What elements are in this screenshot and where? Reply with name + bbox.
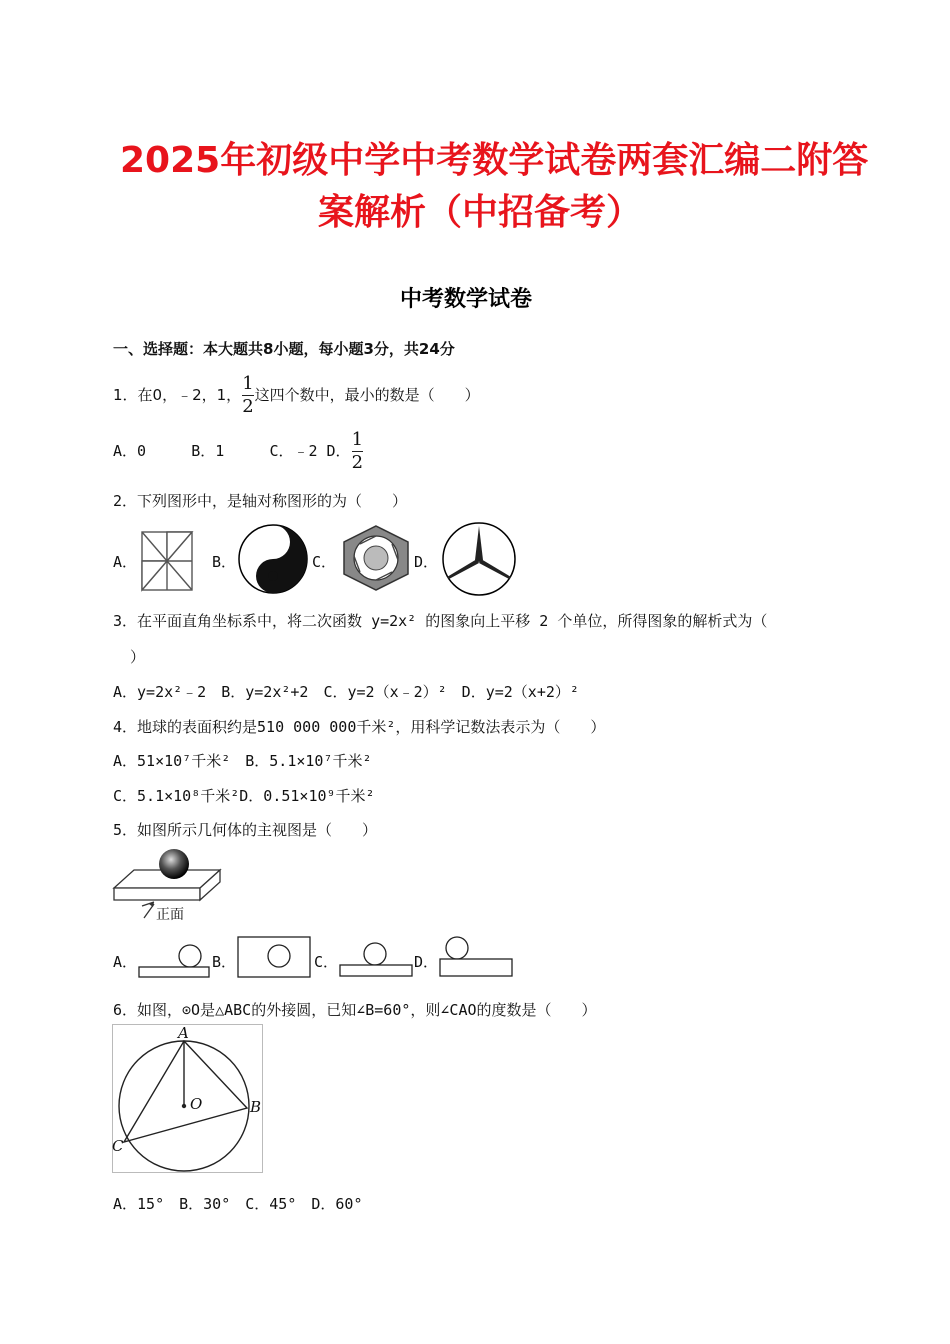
exam-subtitle: 中考数学试卷 [400, 287, 533, 312]
q5-label-d: D． [414, 953, 439, 971]
document-title-line2: 案解析（中招备考） [318, 192, 643, 233]
question-5-stem: 5．如图所示几何体的主视图是（ ） [113, 821, 378, 839]
question-4-options-line2: C．5.1×10⁸千米²D．0.51×10⁹千米² [113, 787, 375, 805]
q1-option-b: B．1 [191, 442, 225, 460]
q2-label-d: D． [414, 553, 439, 571]
question-1-options [113, 430, 364, 473]
question-3-stem-end: ） [130, 648, 146, 666]
document-title-line1: 2025年初级中学中考数学试卷两套汇编二附答 [120, 140, 869, 181]
point-o-label: O [190, 1095, 203, 1113]
q1-option-c: C．﹣2 [269, 442, 318, 460]
q1-option-d: D． [326, 442, 351, 460]
q5-option-b-view [237, 936, 311, 978]
question-6-stem: 6．如图，⊙O是△ABC的外接圆，已知∠B=60°，则∠CAO的度数是（ ） [113, 1001, 597, 1019]
q5-label-b: B． [212, 953, 237, 971]
section-heading-choice: 一、选择题：本大题共8小题，每小题3分，共24分 [113, 340, 455, 358]
q1-fraction: $\frac{1}{2}$ [242, 373, 254, 417]
question-3-options: A．y=2x²﹣2 B．y=2x²+2 C．y=2（x﹣2）² D．y=2（x+2）² [113, 683, 579, 701]
yin-yang-figure [238, 524, 308, 594]
question-4-options-line1: A．51×10⁷千米² B．5.1×10⁷千米² [113, 752, 372, 770]
q2-label-a: A． [113, 553, 138, 571]
star-circle-figure [440, 522, 518, 596]
q1-stem-text: 1．在0，﹣2，1， [113, 386, 242, 404]
q1-option-a: A．0 [113, 442, 147, 460]
q1-option-d-fraction: $\frac{1}{2}$ [351, 429, 364, 473]
point-b-label: B [250, 1098, 262, 1116]
question-2-stem: 2．下列图形中，是轴对称图形的为（ ） [113, 492, 408, 510]
q5-option-a-view [138, 942, 210, 978]
question-4-stem: 4．地球的表面积约是510 000 000千米²，用科学记数法表示为（ ） [113, 718, 606, 736]
point-a-label: A [178, 1024, 189, 1042]
question-3-stem: 3．在平面直角坐标系中，将二次函数 y=2x² 的图象向上平移 2 个单位，所得图象的解析式为（ [113, 612, 768, 630]
question-1-stem [113, 374, 480, 417]
q5-option-c-view [339, 940, 413, 978]
q2-label-b: B． [212, 553, 237, 571]
front-view-label: 正面 [156, 907, 184, 923]
q5-label-c: C． [314, 953, 339, 971]
circumcircle-figure [112, 1024, 264, 1174]
question-6-options: A．15° B．30° C．45° D．60° [113, 1195, 363, 1213]
pinwheel-figure [140, 530, 194, 592]
point-c-label: C [112, 1137, 124, 1155]
hexagon-camera-figure [340, 524, 412, 592]
q2-label-c: C． [312, 553, 337, 571]
q1-stem-tail: 这四个数中，最小的数是（ ） [254, 386, 480, 404]
q5-option-d-view [439, 936, 513, 978]
q5-label-a: A． [113, 953, 138, 971]
